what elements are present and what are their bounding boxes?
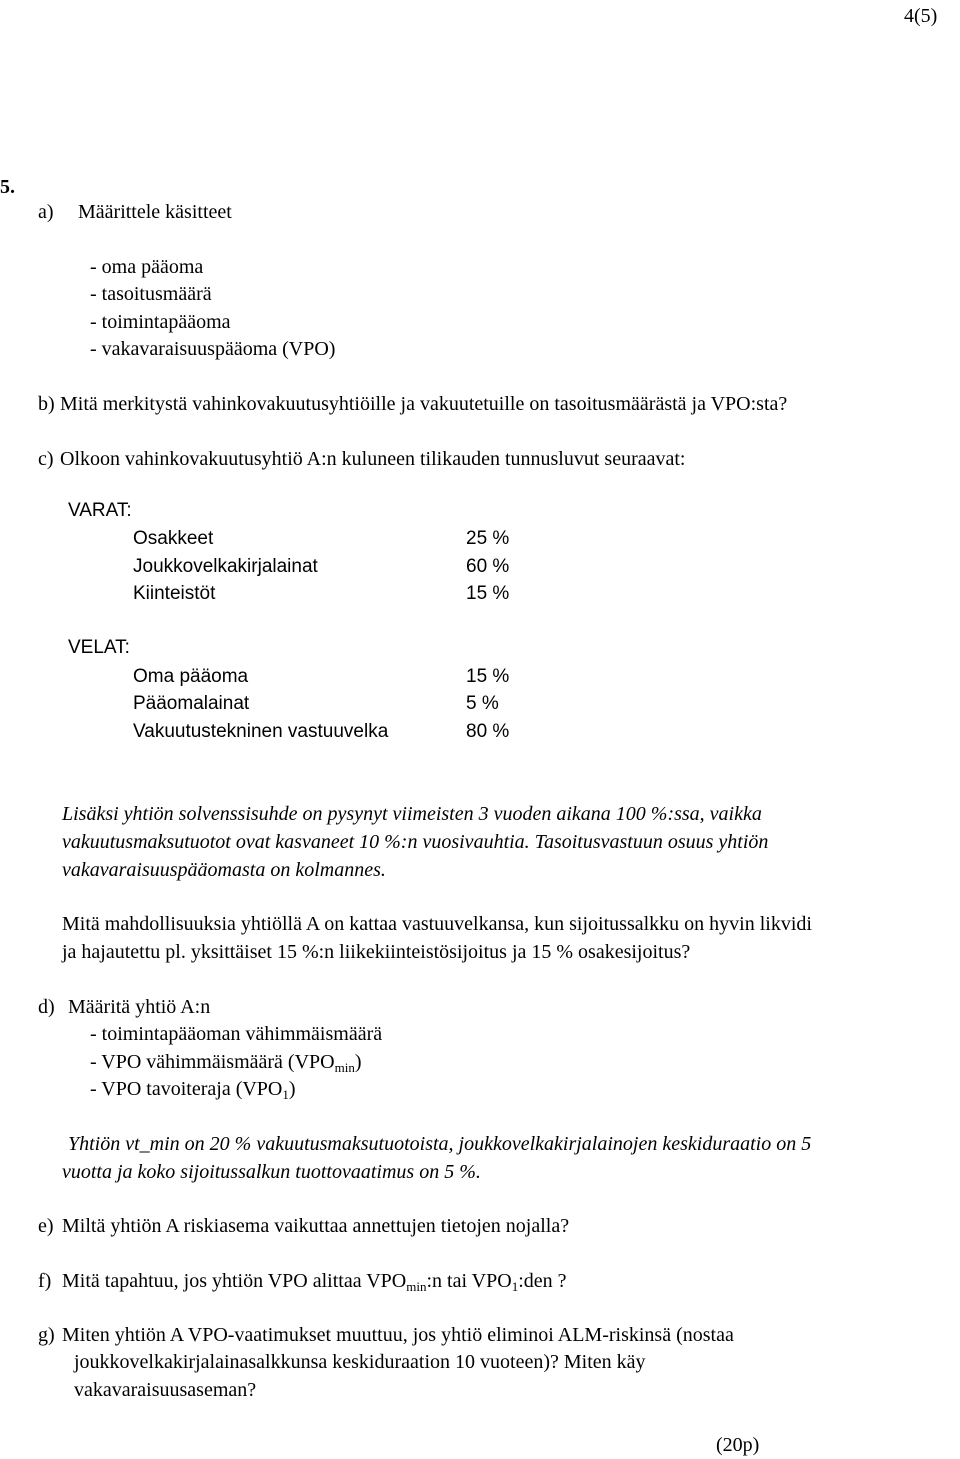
part-a-letter: a) (38, 201, 54, 223)
liability-value: 15 % (466, 666, 510, 687)
part-c-note-line: vakavaraisuuspääomasta on kolmannes. (62, 859, 386, 881)
part-a-item: - oma pääoma (90, 256, 204, 278)
liability-value: 5 % (466, 693, 499, 714)
part-b-text: Mitä merkitystä vahinkovakuutusyhtiöille ja vakuutetuille on tasoitusmäärästä ja VPO:sta? (60, 393, 788, 415)
part-c-text: Olkoon vahinkovakuutusyhtiö A:n kuluneen tilikauden tunnusluvut seuraavat: (60, 448, 686, 470)
part-g-line: joukkovelkakirjalainasalkkunsa keskiduraation 10 vuoteen)? Miten käy (74, 1351, 646, 1373)
part-d-item: - VPO tavoiteraja $(VPO_1)$ (90, 1078, 296, 1102)
asset-name: Joukkovelkakirjalainat (133, 556, 318, 577)
part-e-letter: e) (38, 1215, 54, 1237)
part-c-note-line: Lisäksi yhtiön solvenssisuhde on pysynyt viimeisten 3 vuoden aikana 100 %:ssa, vaikka (62, 803, 762, 825)
page-number: 4(5) (904, 5, 938, 27)
asset-name: Osakkeet (133, 528, 214, 549)
part-c-question-line: ja hajautettu pl. yksittäiset 15 %:n liikekiinteistösijoitus ja 15 % osakesijoitus? (62, 941, 691, 963)
liability-value: 80 % (466, 721, 510, 742)
part-g-letter: g) (38, 1324, 55, 1346)
asset-value: 60 % (466, 556, 510, 577)
part-d-letter: d) (38, 996, 55, 1018)
part-f-text: Mitä tapahtuu, jos yhtiön VPO alittaa $VPO_{min}:n$ tai $VPO_1:den$ ? (62, 1270, 567, 1294)
part-d-text: Määritä yhtiö A:n (68, 996, 211, 1018)
part-c-letter: c) (38, 448, 54, 470)
part-a-item: - toimintapääoma (90, 311, 231, 333)
asset-name: Kiinteistöt (133, 583, 216, 604)
question-number: 5. (0, 176, 15, 198)
asset-value: 25 % (466, 528, 510, 549)
points-label: (20p) (716, 1434, 760, 1456)
part-a-item: - vakavaraisuuspääoma (VPO) (90, 338, 336, 360)
liabilities-heading: VELAT: (68, 637, 130, 658)
part-b-letter: b) (38, 393, 55, 415)
part-d-item: - VPO vähimmäismäärä $(VPO_{min})$ (90, 1051, 362, 1075)
part-g-line: vakavaraisuusaseman? (74, 1379, 257, 1401)
part-c-question-line: Mitä mahdollisuuksia yhtiöllä A on kattaa vastuuvelkansa, kun sijoitussalkku on hyvin likvidi (62, 913, 812, 935)
part-e-text: Miltä yhtiön A riskiasema vaikuttaa annettujen tietojen nojalla? (62, 1215, 570, 1237)
part-d-item: - toimintapääoman vähimmäismäärä (90, 1023, 383, 1045)
part-d-note-line: Yhtiön vt_min on 20 % vakuutusmaksutuotoista, joukkovelkakirjalainojen keskiduraatio on 5 (68, 1133, 812, 1155)
part-g-line: Miten yhtiön A VPO-vaatimukset muuttuu, jos yhtiö eliminoi ALM-riskinsä (nostaa (62, 1324, 734, 1346)
part-c-note-line: vakuutusmaksutuotot ovat kasvaneet 10 %:n vuosivauhtia. Tasoitusvastuun osuus yhtiön (62, 831, 769, 853)
part-a-text: Määrittele käsitteet (78, 201, 232, 223)
liability-name: Pääomalainat (133, 693, 250, 714)
part-f-letter: f) (38, 1270, 52, 1292)
asset-value: 15 % (466, 583, 510, 604)
liability-name: Oma pääoma (133, 666, 249, 687)
part-d-note-line: vuotta ja koko sijoitussalkun tuottovaatimus on 5 %. (62, 1161, 481, 1183)
liability-name: Vakuutustekninen vastuuvelka (133, 721, 389, 742)
part-a-item: - tasoitusmäärä (90, 283, 212, 305)
assets-heading: VARAT: (68, 500, 132, 521)
